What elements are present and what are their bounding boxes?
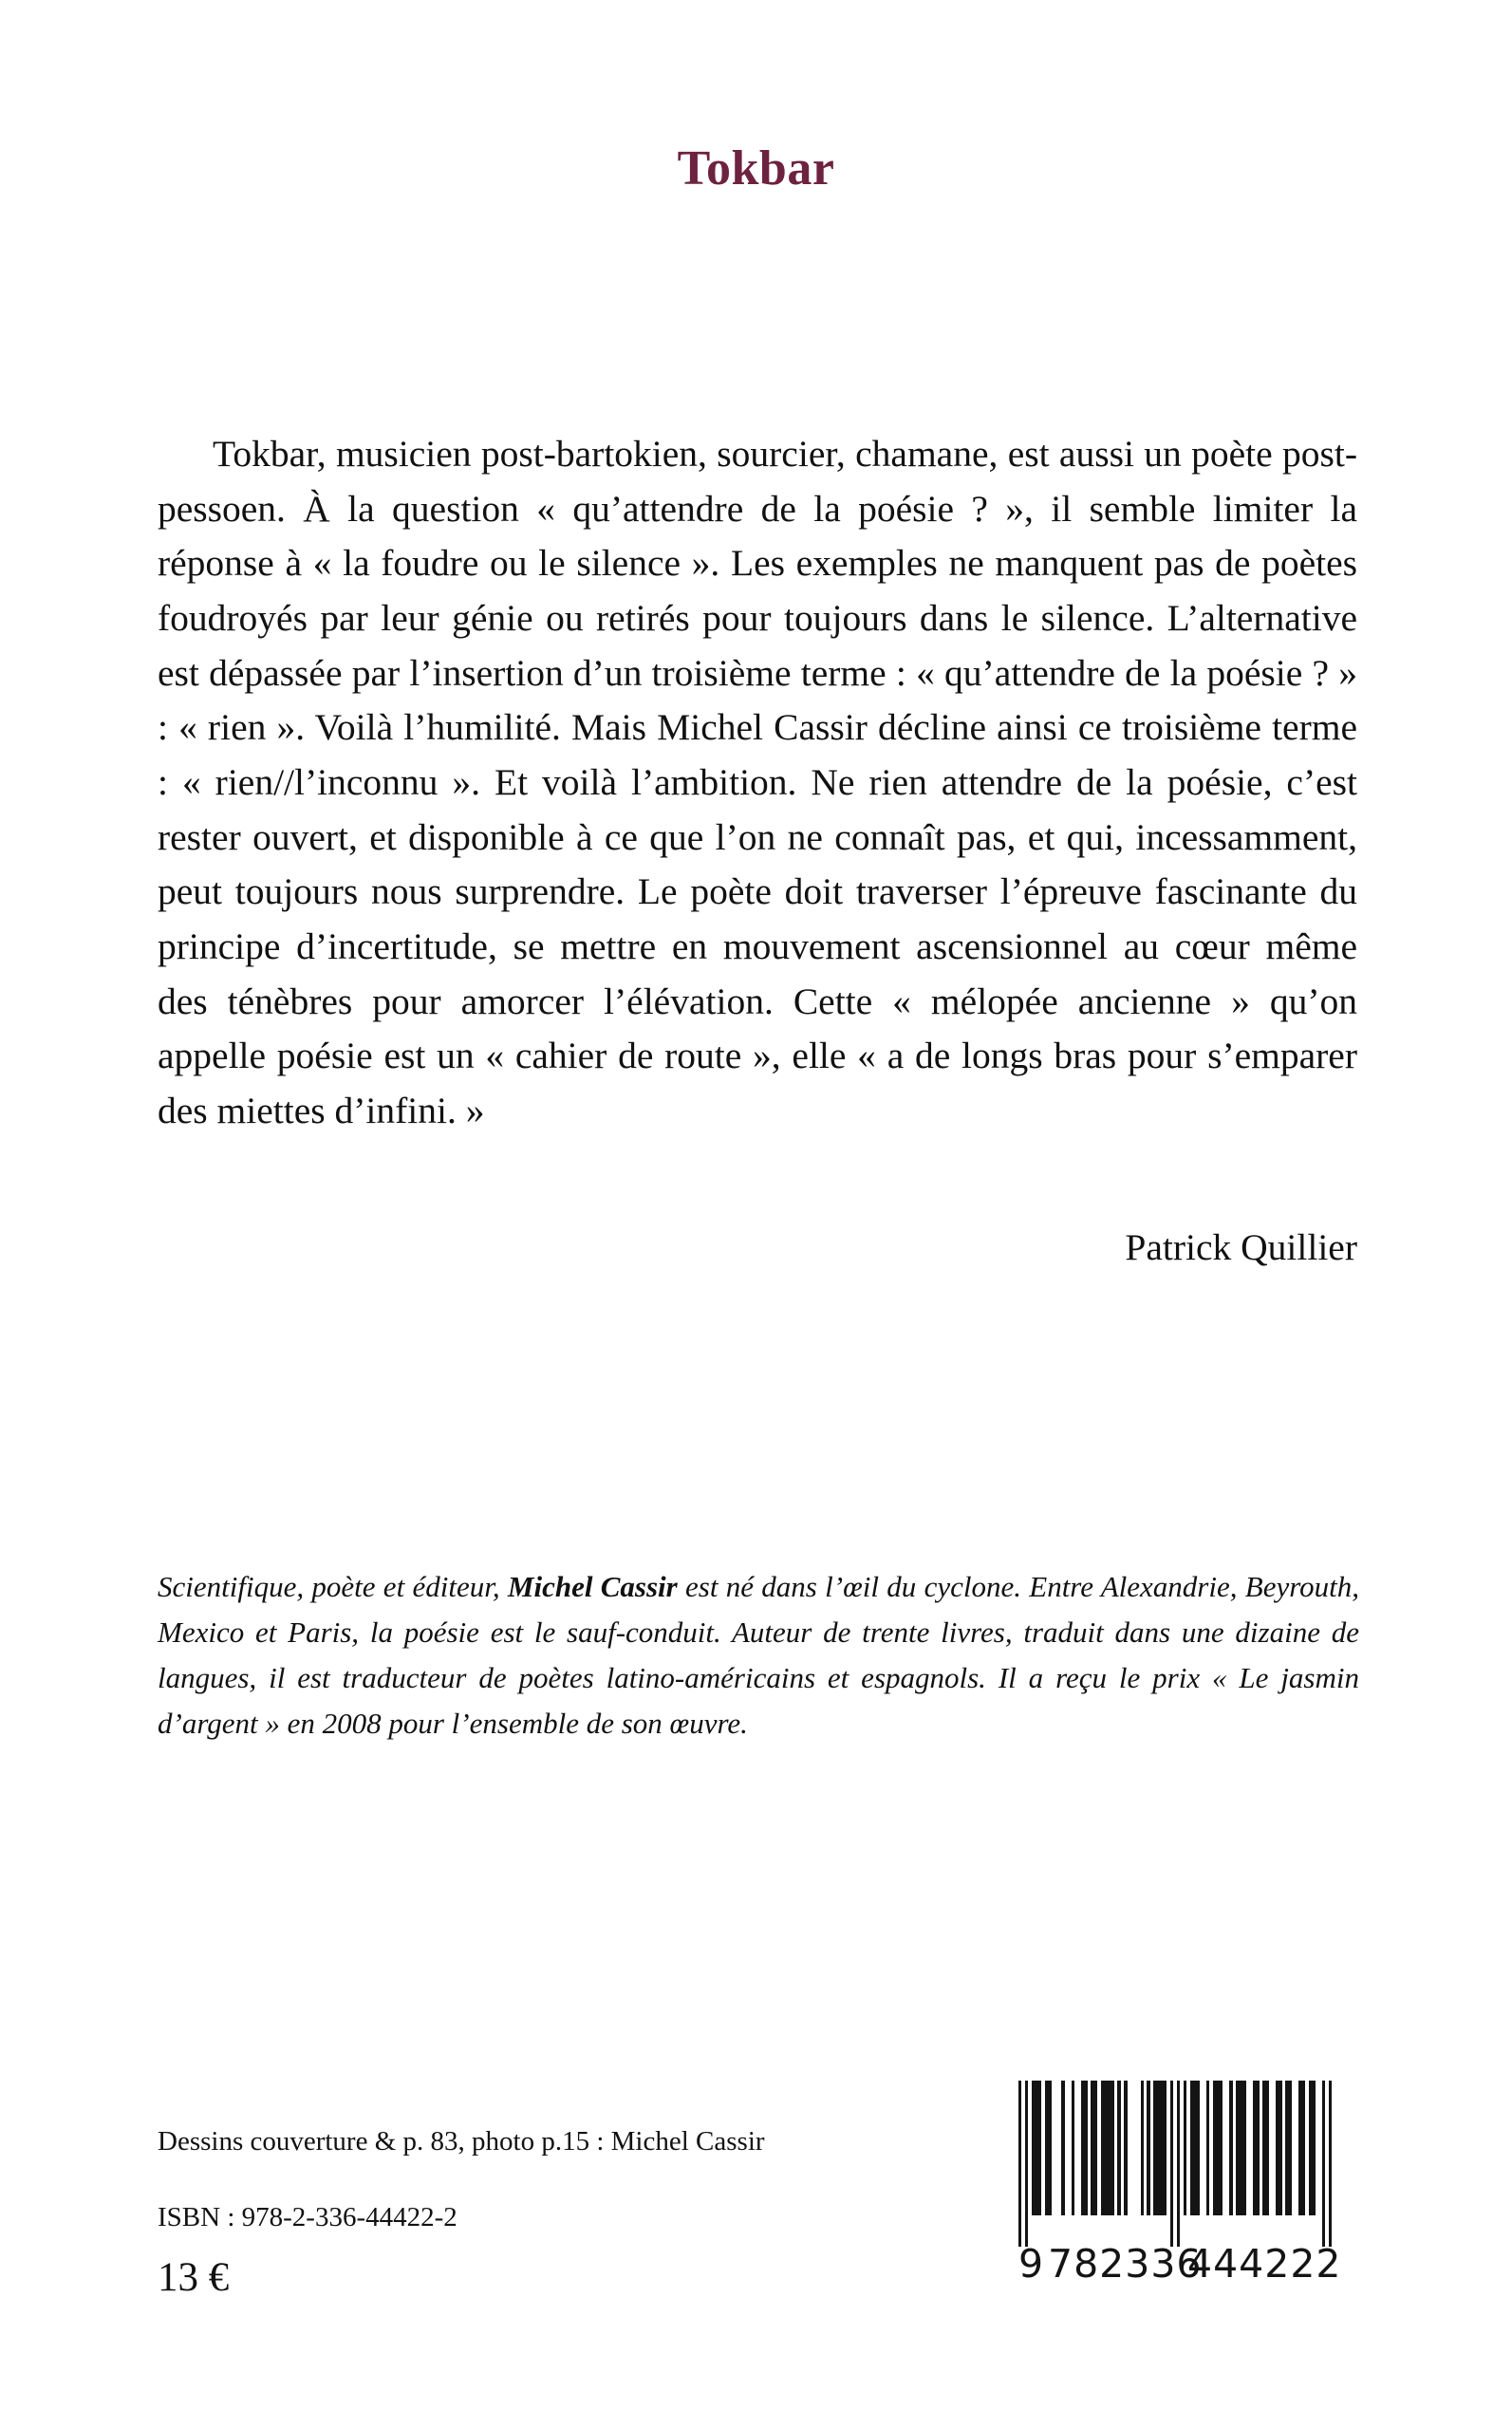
blurb-paragraph: Tokbar, musicien post-bartokien, sourcier, chamane, est aussi un poète post-pessoen. À la question « qu’attendre de la poésie ? », il semble limiter la réponse à « la foudre ou le silence ». Les exemples ne manquent pas de poètes foudroyés par leur génie ou retirés pour toujours dans le silence. L’alternative est dépassée par l’insertion d’un troisième terme : « qu’attendre de la poésie ? » : « rien ». Voilà l’humilité. Mais Michel Cassir décline ainsi ce troisième terme : « rien//l’inconnu ». Et voilà l’ambition. Ne rien attendre de la poésie, c’est rester ouvert, et disponible à ce que l’on ne connaît pas, et qui, incessamment, peut toujours nous surprendre. Le poète doit traverser l’épreuve fascinante du principe d’incertitude, se mettre en mouvement ascensionnel au cœur même des ténèbres pour amorcer l’élévation. Cette « mélopée ancienne » qu’on appelle poésie est un « cahier de route », elle « a de longs bras pour s’emparer des miettes d’infini. »: [158, 433, 1357, 1131]
blurb-attribution: Patrick Quillier: [1125, 1226, 1357, 1268]
barcode-lead-digit: 9: [1018, 2241, 1045, 2287]
author-bio: [158, 1564, 1359, 1746]
author-bio-lead: Scientifique, poète et éditeur,: [158, 1570, 508, 1603]
isbn-line: ISBN : 978-2-336-44422-2: [158, 2202, 457, 2232]
price-line: 13 €: [158, 2255, 230, 2300]
page-title: Tokbar: [677, 141, 835, 196]
barcode-right-group: 444222: [1187, 2241, 1342, 2287]
barcode-digits: [1018, 2241, 1342, 2292]
author-name: Michel Cassir: [507, 1570, 678, 1603]
author-bio-rest: est né dans l’œil du cyclone. Entre Alexandrie, Beyrouth, Mexico et Paris, la poésie est le sauf-conduit. Auteur de trente livres, traduit dans une dizaine de langues, il est traducteur de poètes latino-américains et espagnols. Il a reçu le prix « Le jasmin d’argent » en 2008 pour l’ensemble de son œuvre.: [158, 1570, 1359, 1741]
cover-credits: Dessins couverture & p. 83, photo p.15 : Michel Cassir: [158, 2126, 765, 2157]
barcode-left-group: 782336: [1048, 2241, 1203, 2287]
ean13-barcode: [1018, 2081, 1342, 2299]
barcode-bars: [1018, 2081, 1332, 2247]
